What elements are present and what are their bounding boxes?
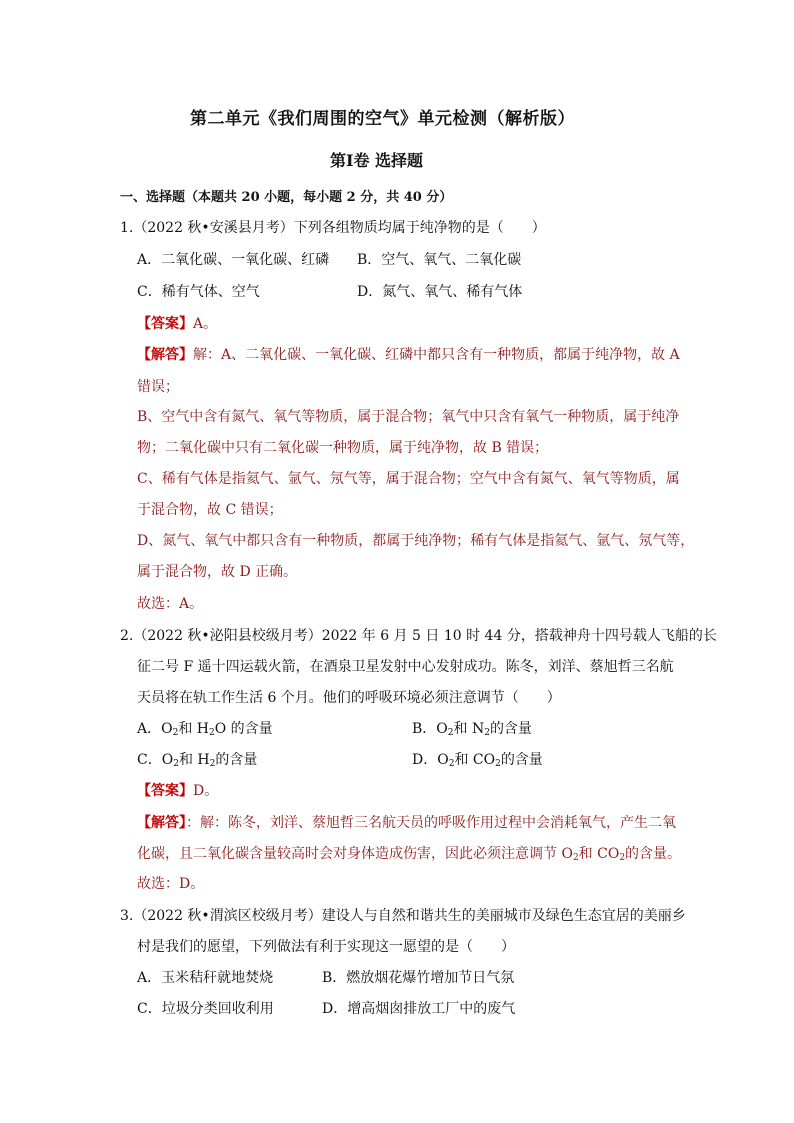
question-1-conclusion: 故选：A。: [137, 596, 204, 612]
question-2-stem-line: 征二号 F 遥十四运载火箭，在酒泉卫星发射中心发射成功。陈冬，刘洋、蔡旭哲三名航: [137, 659, 674, 675]
question-2-option-d: D．$O_2$和 $CO_2$的含量: [412, 752, 543, 769]
page-title: 第二单元《我们周围的空气》单元检测（解析版）: [190, 109, 575, 129]
question-3-option-b: B．燃放烟花爆竹增加节日气氛: [322, 970, 515, 986]
question-1-analysis-line: [137, 344, 680, 364]
question-1-answer: [137, 313, 217, 333]
question-2-analysis-line: [137, 812, 676, 832]
question-1-option-d: D．氮气、氧气、稀有气体: [357, 284, 523, 300]
answer-tag: 【答案】: [137, 783, 193, 799]
answer-tag: 【答案】: [137, 316, 193, 332]
question-3-stem-line: 村是我们的愿望，下列做法有利于实现这一愿望的是（ ）: [137, 939, 515, 955]
answer-value: A。: [193, 316, 218, 332]
question-3-option-a: A．玉米秸秆就地焚烧: [137, 970, 274, 986]
question-2-option-c: C．$O_2$和 $H_2$的含量: [137, 752, 258, 769]
question-2-option-b: B．$O_2$和 $N_2$的含量: [412, 721, 532, 738]
question-3-stem-line: 3.（2022 秋•渭滨区校级月考）建设人与自然和谐共生的美丽城市及绿色生态宜居的美丽乡: [120, 908, 686, 924]
question-2-stem-line: 2.（2022 秋•泌阳县校级月考）2022 年 6 月 5 日 10 时 44 分，搭载神舟十四号载人飞船的长: [120, 628, 717, 644]
question-1-analysis-line: 属于混合物，故 D 正确。: [137, 564, 298, 580]
question-3-option-c: C．垃圾分类回收利用: [137, 1001, 274, 1017]
question-1-analysis-line: C、稀有气体是指氦气、氩气、氖气等，属于混合物；空气中含有氮气、氧气等物质，属: [137, 471, 680, 487]
question-1-analysis-line: B、空气中含有氮气、氧气等物质，属于混合物；氧气中只含有氧气一种物质，属于纯净: [137, 409, 680, 425]
question-1-analysis-line: 物；二氧化碳中只有二氧化碳一种物质，属于纯净物，故 B 错误；: [137, 440, 549, 456]
answer-value: D。: [193, 783, 219, 799]
question-1-option-a: A．二氧化碳、一氧化碳、红磷: [137, 252, 330, 268]
section-heading: 一、选择题（本题共 20 小题，每小题 2 分，共 40 分）: [120, 190, 453, 205]
analysis-tag: 【解答】: [137, 347, 193, 363]
question-1-option-c: C．稀有气体、空气: [137, 284, 260, 300]
question-2-conclusion: 故选：D。: [137, 876, 205, 892]
question-2-stem-line: 天员将在轨工作生活 6 个月。他们的呼吸环境必须注意调节（ ）: [137, 690, 561, 706]
question-2-answer: [137, 780, 218, 800]
section-subtitle: 第Ⅰ卷 选择题: [330, 151, 424, 170]
analysis-text: ：解：陈冬，刘洋、蔡旭哲三名航天员的呼吸作用过程中会消耗氧气，产生二氧: [186, 815, 676, 831]
question-1-analysis-line: 错误；: [137, 379, 179, 395]
question-3-option-d: D．增高烟囱排放工厂中的废气: [322, 1001, 516, 1017]
question-2-analysis-line: 化碳，且二氧化碳含量较高时会对身体造成伤害，因此必须注意调节 $O_2$和 $CO_2$的含量。: [137, 846, 682, 863]
question-1-option-b: B．空气、氧气、二氧化碳: [357, 252, 522, 268]
question-1-stem: 1.（2022 秋•安溪县月考）下列各组物质均属于纯净物的是（ ）: [120, 220, 546, 236]
analysis-tag: 【解答】: [137, 815, 186, 831]
analysis-text: 解：A、二氧化碳、一氧化碳、红磷中都只含有一种物质，都属于纯净物，故 A: [193, 347, 680, 363]
question-2-option-a: A．$O_2$和 $H_2O$ 的含量: [137, 721, 273, 738]
question-1-analysis-line: D、氮气、氧气中都只含有一种物质，都属于纯净物；稀有气体是指氦气、氩气、氖气等，: [137, 533, 695, 549]
question-1-analysis-line: 于混合物，故 C 错误；: [137, 502, 283, 518]
